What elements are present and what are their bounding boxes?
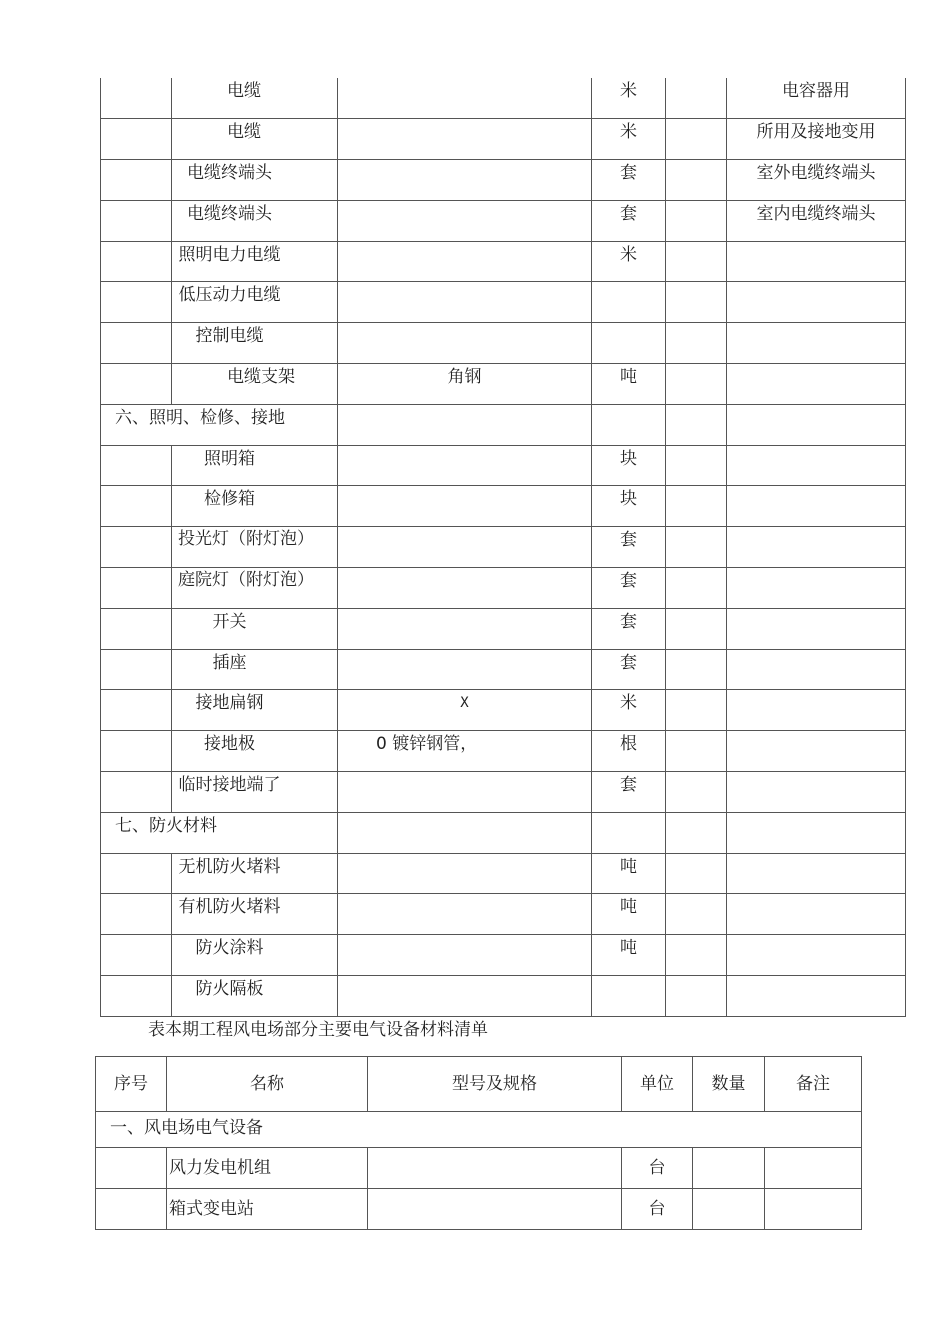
- header-note: 备注: [765, 1057, 862, 1112]
- table-row: 低压动力电缆: [101, 282, 906, 323]
- wind-farm-equipment-table: [95, 1056, 862, 1230]
- header-no: 序号: [96, 1057, 167, 1112]
- table-row: 无机防火堵料 吨: [101, 853, 906, 894]
- table-row: 风力发电机组 台: [96, 1148, 862, 1189]
- table-row: 投光灯（附灯泡） 套: [101, 527, 906, 568]
- table-row: 防火隔板: [101, 976, 906, 1017]
- table-row: 电缆终端头 套 室外电缆终端头: [101, 160, 906, 201]
- header-unit: 单位: [622, 1057, 693, 1112]
- table-row: 临时接地端了 套: [101, 772, 906, 813]
- table-row: 开关 套: [101, 608, 906, 649]
- table-row: 照明电力电缆 米: [101, 241, 906, 282]
- table-row: 照明箱 块: [101, 445, 906, 486]
- table-row: 控制电缆: [101, 323, 906, 364]
- section-row-lighting: 六、照明、检修、接地: [101, 404, 906, 445]
- table-caption: 表本期工程风电场部分主要电气设备材料清单: [148, 1020, 488, 1040]
- table-row: 庭院灯（附灯泡） 套: [101, 568, 906, 609]
- table-row: 有机防火堵料 吨: [101, 894, 906, 935]
- table-row: 电缆 米 所用及接地变用: [101, 119, 906, 160]
- header-name: 名称: [167, 1057, 368, 1112]
- materials-table-continued: [100, 78, 906, 1017]
- table-header-row: [96, 1057, 862, 1112]
- table-row: 防火涂料 吨: [101, 935, 906, 976]
- header-spec: 型号及规格: [368, 1057, 622, 1112]
- table-row: 检修箱 块: [101, 486, 906, 527]
- header-qty: 数量: [693, 1057, 765, 1112]
- section-row-wind-farm: 一、风电场电气设备: [96, 1112, 862, 1148]
- table-row: 接地极 0 镀锌钢管， 根: [101, 731, 906, 772]
- table-row: 电缆 米 电容器用: [101, 78, 906, 119]
- table-row: 接地扁钢 X 米: [101, 690, 906, 731]
- section-row-fireproof: 七、防火材料: [101, 812, 906, 853]
- table-row: 插座 套: [101, 649, 906, 690]
- table-row: 电缆终端头 套 室内电缆终端头: [101, 200, 906, 241]
- table-row: 电缆支架 角钢 吨: [101, 364, 906, 405]
- table-row: 箱式变电站 台: [96, 1189, 862, 1230]
